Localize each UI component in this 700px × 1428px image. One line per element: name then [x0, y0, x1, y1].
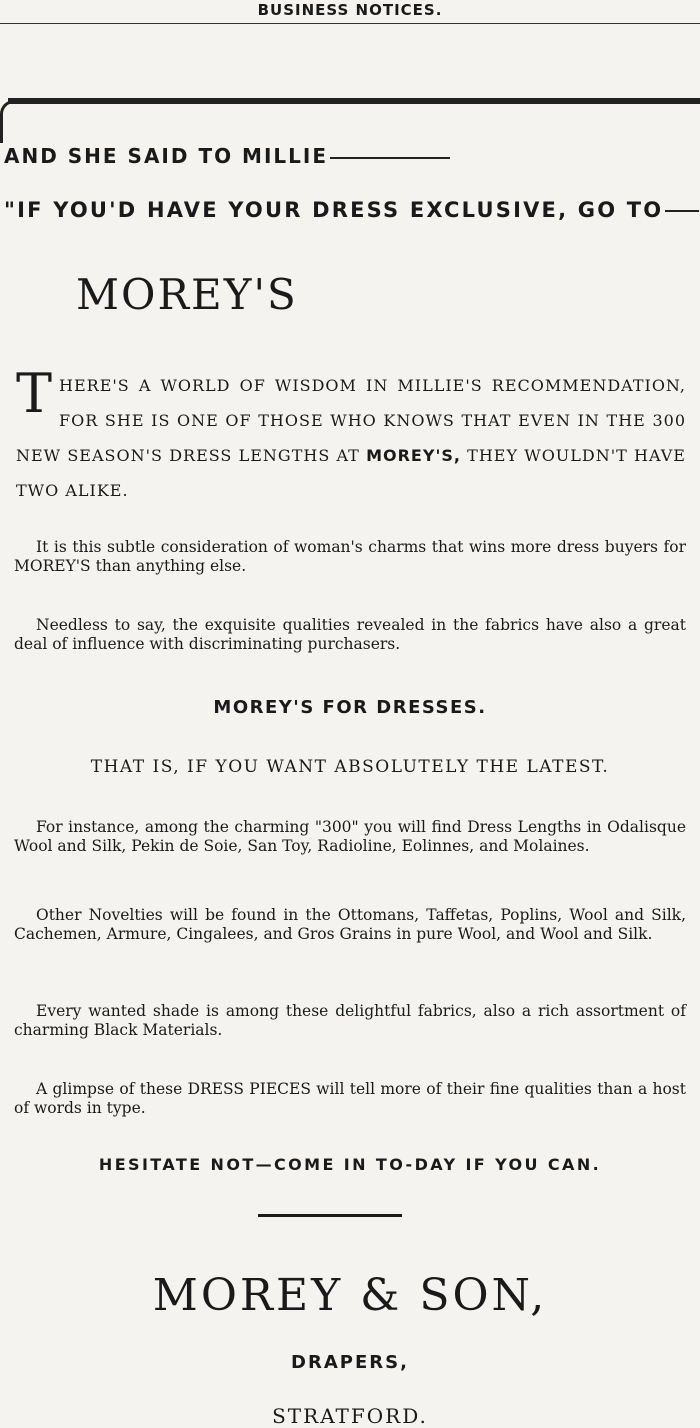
lead-paragraph: [16, 362, 686, 508]
lead-text: HERE'S A WORLD OF WISDOM IN MILLIE'S RECOMMENDATION, FOR SHE IS ONE OF THOSE WHO KNOWS THAT EVEN IN THE 300 NEW SEASON'S DRESS LENGTHS AT: [16, 376, 686, 465]
headline-dash: [330, 157, 450, 159]
drop-cap: T: [16, 362, 54, 425]
header-rule: [0, 23, 700, 24]
body-paragraph: A glimpse of these DRESS PIECES will tell more of their fine qualities than a host of words in type.: [14, 1080, 686, 1117]
section-header: BUSINESS NOTICES.: [257, 1, 443, 19]
advert-top-border: [8, 98, 700, 104]
subhead-hesitate: HESITATE NOT—COME IN TO-DAY IF YOU CAN.: [98, 1155, 602, 1174]
subhead-dresses: MOREY'S FOR DRESSES.: [213, 697, 487, 718]
brand-name: MOREY'S: [76, 270, 298, 319]
lead-brand-name: MOREY'S,: [366, 446, 461, 465]
headline-line-2-text: "IF YOU'D HAVE YOUR DRESS EXCLUSIVE, GO TO: [4, 198, 664, 222]
border-curl: [0, 100, 17, 143]
firm-trade: DRAPERS,: [291, 1352, 409, 1373]
body-paragraph: It is this subtle consideration of woman's charms that wins more dress buyers for MOREY'S than anything else.: [14, 538, 686, 575]
body-paragraph: Needless to say, the exquisite qualities revealed in the fabrics have also a great deal of influence with discriminating purchasers.: [14, 616, 686, 653]
lead-text-end: THEY WOULDN'T HAVE TWO ALIKE.: [16, 446, 686, 500]
headline-dash: [665, 210, 699, 212]
headline-line-1: [4, 144, 450, 168]
headline-line-2: [4, 198, 699, 222]
firm-name: MOREY & SON,: [152, 1270, 548, 1321]
firm-town: STRATFORD.: [272, 1404, 428, 1428]
body-paragraph: Every wanted shade is among these delightful fabrics, also a rich assortment of charming Black Materials.: [14, 1002, 686, 1039]
headline-line-1-text: AND SHE SAID TO MILLIE: [4, 144, 328, 168]
divider-rule: [258, 1214, 402, 1217]
subhead-latest: THAT IS, IF YOU WANT ABSOLUTELY THE LATEST.: [90, 757, 610, 777]
body-paragraph: Other Novelties will be found in the Ottomans, Taffetas, Poplins, Wool and Silk, Cachemen, Armure, Cingalees, and Gros Grains in pure Wool, and Wool and Silk.: [14, 906, 686, 943]
body-paragraph: For instance, among the charming "300" you will find Dress Lengths in Odalisque Wool and Silk, Pekin de Soie, San Toy, Radioline, Eolinnes, and Molaines.: [14, 818, 686, 855]
